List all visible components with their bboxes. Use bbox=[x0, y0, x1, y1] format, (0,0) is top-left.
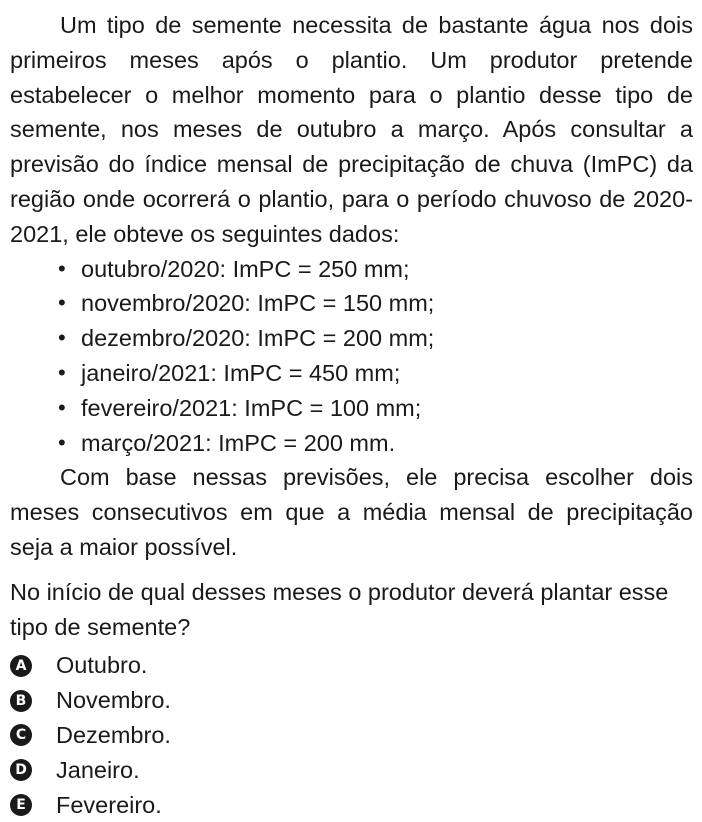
option-e[interactable] bbox=[10, 788, 693, 822]
bullet-icon: • bbox=[58, 325, 66, 351]
bullet-icon: • bbox=[58, 394, 66, 420]
list-item-text: dezembro/2020: ImPC = 200 mm; bbox=[81, 325, 435, 352]
list-item bbox=[58, 426, 693, 461]
answer-options bbox=[10, 648, 693, 822]
option-text: Fevereiro. bbox=[56, 791, 162, 818]
option-letter-icon: A bbox=[10, 655, 32, 677]
option-text: Dezembro. bbox=[56, 721, 171, 748]
bullet-icon: • bbox=[58, 290, 66, 316]
option-letter-icon: C bbox=[10, 724, 32, 746]
list-item bbox=[58, 356, 693, 391]
option-letter-icon: D bbox=[10, 759, 32, 781]
option-text: Outubro. bbox=[56, 652, 148, 679]
list-item-text: janeiro/2021: ImPC = 450 mm; bbox=[81, 359, 401, 386]
bullet-icon: • bbox=[58, 359, 66, 385]
option-d[interactable] bbox=[10, 753, 693, 788]
intro-paragraph: Um tipo de semente necessita de bastante água nos dois primeiros meses após o plantio. Um produtor pretende estabelecer o melhor momento para o plantio desse tipo de semente, nos meses de outubro a março. Após consultar a previsão do índice mensal de precipitação de chuva (ImPC) da região onde ocorrerá o plantio, para o período chuvoso de 2020-2021, ele obteve os seguintes dados: bbox=[10, 12, 693, 247]
option-text: Novembro. bbox=[56, 687, 171, 714]
option-text: Janeiro. bbox=[56, 756, 140, 783]
list-item bbox=[58, 321, 693, 356]
list-item bbox=[58, 252, 693, 287]
bullet-icon: • bbox=[58, 429, 66, 455]
option-letter-icon: B bbox=[10, 690, 32, 712]
option-b[interactable] bbox=[10, 683, 693, 718]
list-item-text: outubro/2020: ImPC = 250 mm; bbox=[81, 255, 410, 282]
precipitation-list bbox=[10, 252, 693, 461]
question-text: No início de qual desses meses o produtor deverá plantar esse tipo de semente? bbox=[10, 578, 669, 640]
bullet-icon: • bbox=[58, 255, 66, 281]
list-item bbox=[58, 286, 693, 321]
second-paragraph: Com base nessas previsões, ele precisa escolher dois meses consecutivos em que a média mensal de precipitação seja a maior possível. bbox=[10, 464, 693, 560]
option-a[interactable] bbox=[10, 648, 693, 683]
list-item bbox=[58, 391, 693, 426]
list-item-text: fevereiro/2021: ImPC = 100 mm; bbox=[81, 394, 422, 421]
list-item-text: março/2021: ImPC = 200 mm. bbox=[81, 429, 396, 456]
option-letter-icon: E bbox=[10, 794, 32, 816]
option-c[interactable] bbox=[10, 718, 693, 753]
list-item-text: novembro/2020: ImPC = 150 mm; bbox=[81, 290, 435, 317]
